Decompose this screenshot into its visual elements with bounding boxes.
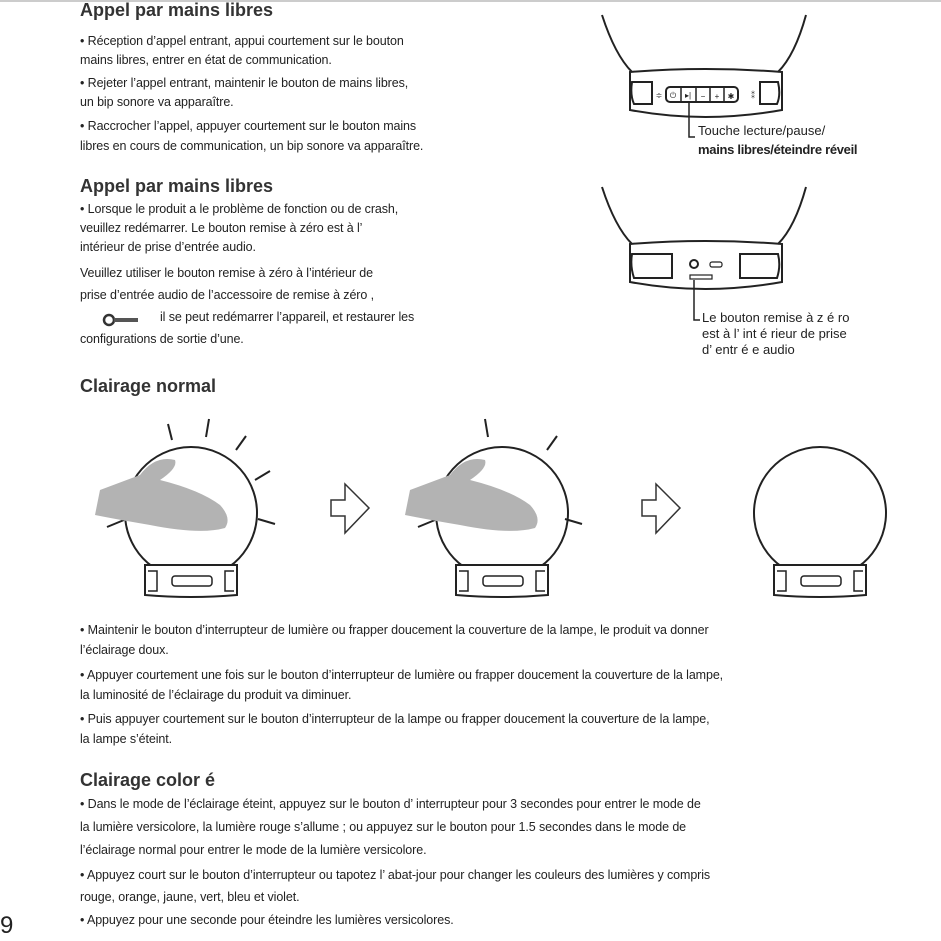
text-line: • Lorsque le produit a le problème de fonction ou de crash, [80, 202, 399, 216]
caption-play-button: Touche lecture/pause/ [698, 123, 826, 138]
text-line: un bip sonore va apparaître. [80, 95, 234, 109]
text-line: la lumière versicolore, la lumière rouge s’allume ; ou appuyez sur le bouton pour 1.5 secondes dans le mode de [80, 820, 687, 834]
text-line: rouge, orange, jaune, vert, bleu et violet. [80, 890, 300, 904]
text-line: • Puis appuyer courtement sur le bouton d’interrupteur de la lampe ou frapper doucement la couverture de la lampe, [80, 712, 710, 726]
text-line: l’éclairage doux. [80, 643, 169, 657]
text-line: il se peut redémarrer l’appareil, et restaurer les [160, 310, 415, 324]
text-line: • Réception d’appel entrant, appui courtement sur le bouton [80, 34, 404, 48]
text-line: configurations de sortie d’une. [80, 332, 244, 346]
hand-illustration [405, 459, 538, 531]
text-line: intérieur de prise d’entrée audio. [80, 240, 256, 254]
caption-play-button: mains libres/éteindre réveil [698, 142, 858, 157]
text-line: Veuillez utiliser le bouton remise à zéro à l’intérieur de [80, 266, 373, 280]
arrow-right-icon [642, 484, 680, 533]
text-line: mains libres, entrer en état de communication. [80, 53, 332, 67]
page-number: 9 [0, 912, 14, 939]
svg-text:✱: ✱ [727, 92, 735, 101]
text-line: prise d’entrée audio de l’accessoire de remise à zéro , [80, 288, 374, 302]
heading-normal-lighting: Clairage normal [80, 376, 217, 396]
svg-text:≑: ≑ [655, 91, 663, 100]
hand-illustration [95, 459, 228, 531]
heading-hands-free-call: Appel par mains libres [80, 0, 274, 20]
heading-reset: Appel par mains libres [80, 176, 274, 196]
text-line: • Appuyez pour une seconde pour éteindre les lumières versicolores. [80, 913, 454, 927]
caption-reset-button: est à l’ int é rieur de prise [702, 326, 847, 341]
text-line: • Raccrocher l’appel, appuyer courtement sur le bouton mains [80, 119, 417, 133]
svg-text:−: − [700, 92, 706, 101]
caption-reset-button: Le bouton remise à z é ro [702, 310, 850, 325]
text-line: la lampe s’éteint. [80, 732, 172, 746]
text-line: l’éclairage normal pour entrer le mode de la lumière versicolore. [80, 843, 427, 857]
heading-color-lighting: Clairage color é [80, 770, 216, 790]
text-line: • Appuyez court sur le bouton d’interrupteur ou tapotez l’ abat-jour pour changer les couleurs des lumières y compris [80, 868, 711, 882]
text-line: veuillez redémarrer. Le bouton remise à zéro est à l’ [80, 221, 363, 235]
svg-text:▸|: ▸| [684, 91, 692, 100]
text-line: libres en cours de communication, un bip sonore va apparaître. [80, 139, 424, 153]
arrow-right-icon [331, 484, 369, 533]
text-line: • Maintenir le bouton d’interrupteur de lumière ou frapper doucement la couverture de la lampe, le produit va donner [80, 623, 709, 637]
text-line: la luminosité de l’éclairage du produit va diminuer. [80, 688, 352, 702]
text-line: • Rejeter l’appel entrant, maintenir le bouton de mains libres, [80, 76, 409, 90]
caption-reset-button: d’ entr é e audio [702, 342, 795, 357]
svg-text:⁑: ⁑ [751, 91, 755, 100]
text-line: • Dans le mode de l’éclairage éteint, appuyez sur le bouton d’ interrupteur pour 3 secondes pour entrer le mode de [80, 797, 701, 811]
svg-text:+: + [714, 92, 720, 101]
text-line: • Appuyer courtement une fois sur le bouton d’interrupteur de lumière ou frapper doucement la couverture de la lampe, [80, 668, 724, 682]
svg-text:⏻: ⏻ [669, 91, 677, 100]
